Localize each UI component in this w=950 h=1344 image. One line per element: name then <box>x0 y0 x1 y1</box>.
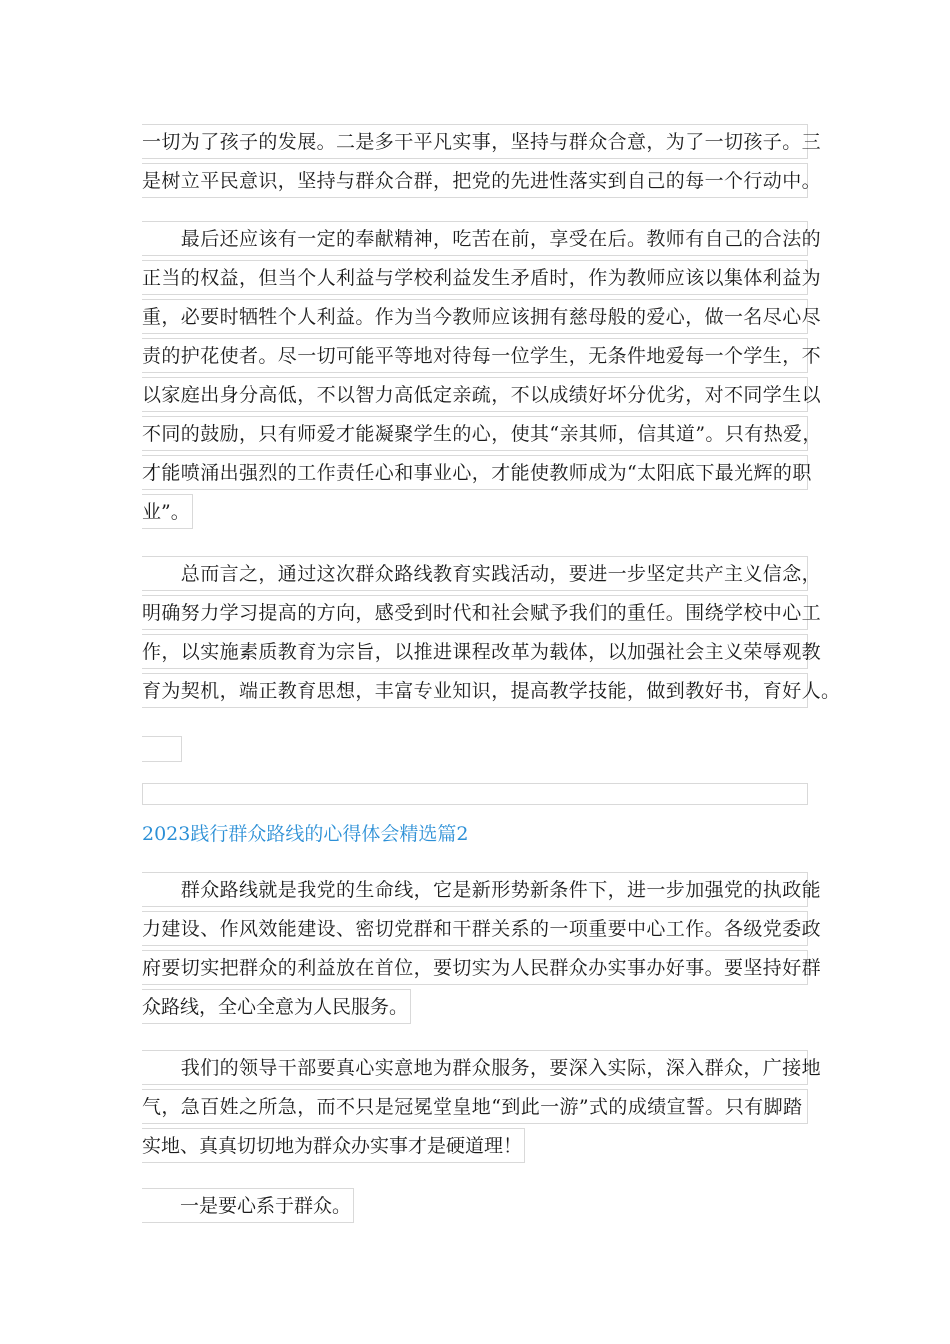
text-line: 众路线，全心全意为人民服务。 <box>142 989 411 1024</box>
text-line: 不同的鼓励，只有师爱才能凝聚学生的心，使其“亲其师，信其道”。只有热爱， <box>142 416 808 451</box>
text-line: 一切为了孩子的发展。二是多干平凡实事，坚持与群众合意，为了一切孩子。三 <box>142 124 808 159</box>
empty-text-frame <box>142 736 182 762</box>
text-line: 一是要心系于群众。 <box>142 1188 354 1223</box>
text-line: 群众路线就是我党的生命线，它是新形势新条件下，进一步加强党的执政能 <box>142 872 808 907</box>
text-line: 是树立平民意识，坚持与群众合群，把党的先进性落实到自己的每一个行动中。 <box>142 163 808 198</box>
section-heading: 2023践行群众路线的心得体会精选篇2 <box>142 823 469 845</box>
text-line: 府要切实把群众的利益放在首位，要切实为人民群众办实事办好事。要坚持好群 <box>142 950 808 985</box>
text-line: 才能喷涌出强烈的工作责任心和事业心，才能使教师成为“太阳底下最光辉的职 <box>142 455 808 490</box>
text-line: 育为契机，端正教育思想，丰富专业知识，提高教学技能，做到教好书，育好人。 <box>142 673 808 708</box>
text-line: 总而言之，通过这次群众路线教育实践活动，要进一步坚定共产主义信念， <box>142 556 808 591</box>
text-line: 气，急百姓之所急，而不只是冠冕堂皇地“到此一游”式的成绩宣誓。只有脚踏 <box>142 1089 808 1124</box>
text-line: 以家庭出身分高低，不以智力高低定亲疏，不以成绩好坏分优劣，对不同学生以 <box>142 377 808 412</box>
text-line: 责的护花使者。尽一切可能平等地对待每一位学生，无条件地爱每一个学生，不 <box>142 338 808 373</box>
text-line: 我们的领导干部要真心实意地为群众服务，要深入实际，深入群众，广接地 <box>142 1050 808 1085</box>
text-line: 实地、真真切切地为群众办实事才是硬道理！ <box>142 1128 525 1163</box>
text-line: 业”。 <box>142 494 193 529</box>
text-line: 重，必要时牺牲个人利益。作为当今教师应该拥有慈母般的爱心，做一名尽心尽 <box>142 299 808 334</box>
text-line: 最后还应该有一定的奉献精神，吃苦在前，享受在后。教师有自己的合法的 <box>142 221 808 256</box>
text-line: 明确努力学习提高的方向，感受到时代和社会赋予我们的重任。围绕学校中心工 <box>142 595 808 630</box>
text-line: 正当的权益，但当个人利益与学校利益发生矛盾时，作为教师应该以集体利益为 <box>142 260 808 295</box>
text-line: 作，以实施素质教育为宗旨，以推进课程改革为载体，以加强社会主义荣辱观教 <box>142 634 808 669</box>
section-divider <box>142 783 808 805</box>
text-line: 力建设、作风效能建设、密切党群和干群关系的一项重要中心工作。各级党委政 <box>142 911 808 946</box>
